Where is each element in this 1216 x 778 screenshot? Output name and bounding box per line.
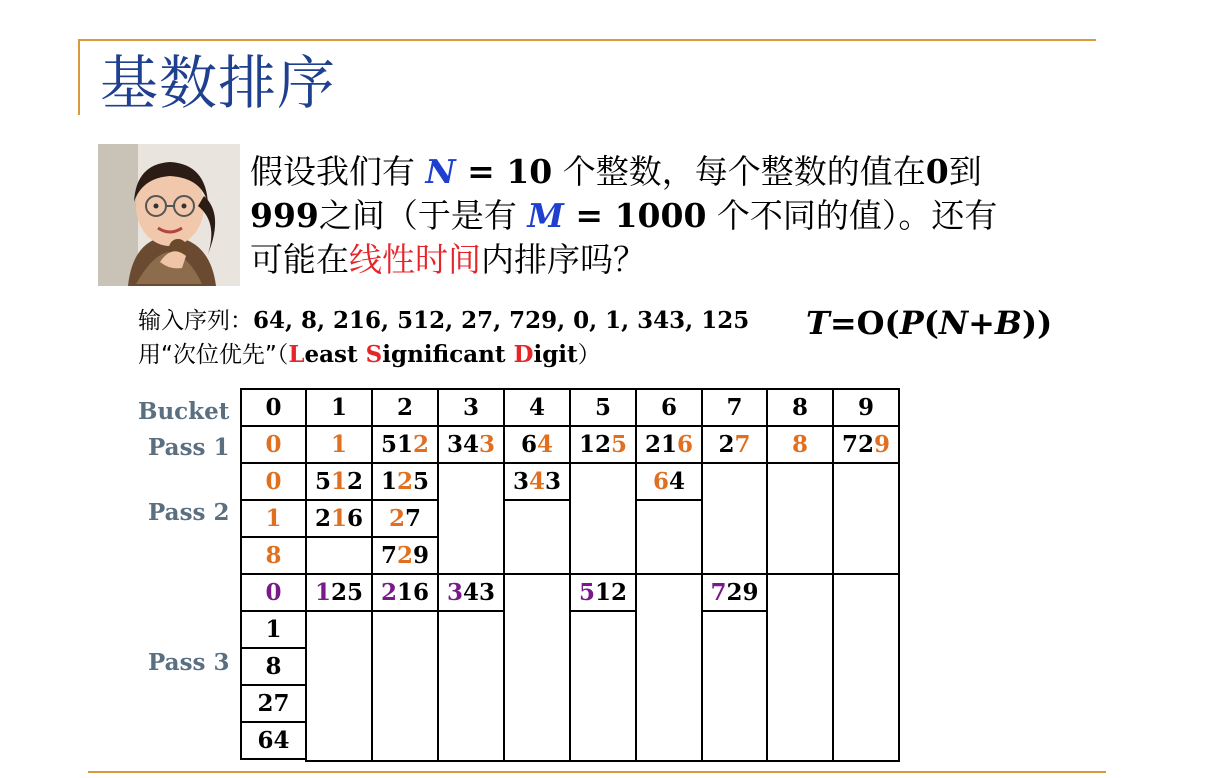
range-min: 0 — [925, 152, 949, 191]
formula-eq: =O( — [829, 304, 900, 342]
cell-digit: 6 — [347, 505, 364, 532]
pass2-empty-bucket — [635, 499, 703, 575]
n-value: 10 — [506, 152, 553, 191]
lsd-prefix: 用“次位优先”（ — [138, 342, 289, 368]
formula-b: B — [994, 304, 1022, 342]
cell-digit: 0 — [265, 394, 282, 421]
cell-digit: 12 — [595, 579, 628, 606]
cell-digit: 8 — [791, 431, 808, 458]
pass2-cell — [305, 462, 373, 501]
bucket-header — [569, 388, 637, 427]
pass2-empty-bucket — [832, 462, 900, 575]
lsd-suffix: ） — [577, 342, 601, 368]
cell-digit: 2 — [347, 468, 364, 495]
pass2-cell — [305, 499, 373, 538]
bucket-header — [305, 388, 373, 427]
cell-digit: 12 — [578, 431, 611, 458]
cell-digit: 43 — [463, 579, 496, 606]
cell-digit: 7 — [726, 394, 743, 421]
cell-digit: 0 — [265, 468, 282, 495]
intro-text: 假设我们有 — [250, 152, 426, 191]
pass2-cell — [371, 462, 439, 501]
pass1-cell — [635, 425, 703, 464]
formula-plus: + — [968, 304, 995, 342]
left-rule — [78, 39, 80, 115]
cell-digit: 25 — [331, 579, 364, 606]
formula-p: P — [899, 304, 924, 342]
pass3-cell — [240, 684, 307, 723]
pass2-cell — [371, 536, 439, 575]
cell-digit: 1 — [330, 505, 347, 532]
pass3-empty-bucket — [503, 573, 571, 762]
cell-digit: 0 — [265, 579, 282, 606]
complexity-formula — [806, 304, 1052, 342]
cell-digit: 5 — [594, 394, 611, 421]
cell-digit: 5 — [611, 431, 628, 458]
lsd-word: east — [304, 341, 366, 368]
cell-digit: 0 — [265, 431, 282, 458]
formula-t: T — [806, 304, 830, 342]
cell-digit: 6 — [520, 431, 537, 458]
lsd-letter: D — [513, 341, 534, 368]
bucket-header — [371, 388, 439, 427]
variable-n: N — [425, 152, 456, 191]
cell-digit: 2 — [413, 431, 430, 458]
cell-digit: 34 — [446, 431, 479, 458]
pass1-cell — [240, 425, 307, 464]
pass1-cell — [766, 425, 834, 464]
bucket-header — [240, 388, 307, 427]
equals-sign: = — [563, 196, 615, 235]
equals-sign: = — [455, 152, 507, 191]
pass3-cell — [371, 573, 439, 612]
pass3-empty-bucket — [832, 573, 900, 762]
pass3-cell — [437, 573, 505, 612]
pass2-empty-bucket — [569, 462, 637, 575]
pass2-cell — [240, 462, 307, 501]
pass2-empty-bucket — [305, 536, 373, 575]
input-sequence — [138, 304, 749, 372]
cell-digit: 9 — [413, 542, 430, 569]
pass3-empty-bucket — [569, 610, 637, 762]
intro-text: 个整数，每个整数的值在 — [552, 152, 926, 191]
bucket-header — [832, 388, 900, 427]
pass3-empty-bucket — [305, 610, 373, 762]
pass2-cell — [240, 536, 307, 575]
cell-digit: 1 — [330, 394, 347, 421]
input-label: 输入序列： — [138, 308, 253, 334]
m-value: 1000 — [614, 196, 707, 235]
input-values: 64, 8, 216, 512, 27, 729, 0, 1, 343, 125 — [253, 307, 750, 334]
cell-digit: 1 — [330, 431, 347, 458]
cell-digit: 4 — [669, 468, 686, 495]
pass1-label: Pass 1 — [148, 434, 230, 461]
cell-digit: 5 — [413, 468, 430, 495]
cell-digit: 8 — [265, 542, 282, 569]
cell-digit: 16 — [397, 579, 430, 606]
pass3-empty-bucket — [766, 573, 834, 762]
lsd-word: ignificant — [382, 341, 514, 368]
cell-digit: 2 — [388, 505, 405, 532]
pass3-empty-bucket — [701, 610, 768, 762]
cell-digit: 2 — [396, 468, 413, 495]
cell-digit: 1 — [314, 579, 331, 606]
lsd-word: igit — [533, 341, 578, 368]
cell-digit: 21 — [644, 431, 677, 458]
pass3-cell — [701, 573, 768, 612]
pass2-cell — [371, 499, 439, 538]
intro-text: 可能在 — [250, 240, 349, 279]
cell-digit: 4 — [537, 431, 554, 458]
pass3-cell — [240, 610, 307, 649]
cell-digit: 8 — [791, 394, 808, 421]
intro-text: 内排序吗？ — [481, 240, 646, 279]
lsd-letter: L — [288, 341, 305, 368]
range-max: 999 — [250, 196, 319, 235]
pass1-cell — [832, 425, 900, 464]
cell-digit: 3 — [545, 468, 562, 495]
pass3-empty-bucket — [635, 573, 703, 762]
pass2-empty-bucket — [701, 462, 768, 575]
pass3-cell — [240, 573, 307, 612]
cell-digit: 51 — [380, 431, 413, 458]
cell-digit: 9 — [857, 394, 874, 421]
cell-digit: 72 — [841, 431, 874, 458]
variable-m: M — [527, 196, 564, 235]
cell-digit: 29 — [726, 579, 759, 606]
top-rule — [80, 39, 1096, 41]
bucket-header — [503, 388, 571, 427]
pass2-empty-bucket — [766, 462, 834, 575]
cell-digit: 6 — [677, 431, 694, 458]
intro-text: 之间（于是有 — [318, 196, 528, 235]
pass3-cell — [569, 573, 637, 612]
cell-digit: 2 — [718, 431, 735, 458]
intro-text: 到 — [948, 152, 982, 191]
presenter-photo-icon — [98, 144, 240, 286]
pass2-empty-bucket — [437, 462, 505, 575]
cell-digit: 6 — [652, 468, 669, 495]
cell-digit: 1 — [330, 468, 347, 495]
cell-digit: 1 — [265, 616, 282, 643]
pass2-empty-bucket — [503, 499, 571, 575]
lsd-letter: S — [365, 341, 383, 368]
cell-digit: 9 — [874, 431, 891, 458]
cell-digit: 2 — [396, 394, 413, 421]
cell-digit: 3 — [512, 468, 529, 495]
cell-digit: 7 — [710, 579, 727, 606]
pass3-empty-bucket — [371, 610, 439, 762]
formula-paren: )) — [1021, 304, 1053, 342]
bucket-header — [437, 388, 505, 427]
pass3-cell — [305, 573, 373, 612]
cell-digit: 7 — [380, 542, 397, 569]
cell-digit: 7 — [734, 431, 751, 458]
pass3-empty-bucket — [437, 610, 505, 762]
pass1-cell — [371, 425, 439, 464]
slide-title: 基数排序 — [100, 49, 337, 117]
cell-digit: 3 — [446, 579, 463, 606]
cell-digit: 2 — [380, 579, 397, 606]
bucket-header — [701, 388, 768, 427]
pass2-label: Pass 2 — [148, 499, 230, 526]
bottom-rule — [88, 771, 1106, 773]
cell-digit: 3 — [462, 394, 479, 421]
cell-digit: 3 — [479, 431, 496, 458]
cell-digit: 5 — [578, 579, 595, 606]
pass1-cell — [305, 425, 373, 464]
cell-digit: 2 — [396, 542, 413, 569]
cell-digit: 5 — [314, 468, 331, 495]
pass1-cell — [503, 425, 571, 464]
linear-time-highlight: 线性时间 — [349, 240, 481, 279]
pass1-cell — [701, 425, 768, 464]
cell-digit: 7 — [405, 505, 422, 532]
formula-n: N — [938, 304, 969, 342]
pass1-cell — [569, 425, 637, 464]
formula-paren: ( — [923, 304, 939, 342]
cell-digit: 64 — [257, 727, 290, 754]
cell-digit: 27 — [257, 690, 290, 717]
bucket-header — [635, 388, 703, 427]
bucket-label: Bucket — [138, 398, 230, 425]
cell-digit: 4 — [528, 394, 545, 421]
lsd-name — [288, 341, 577, 368]
cell-digit: 1 — [380, 468, 397, 495]
pass3-cell — [240, 647, 307, 686]
cell-digit: 2 — [314, 505, 331, 532]
intro-text: 个不同的值）。还有 — [706, 196, 998, 235]
cell-digit: 1 — [265, 505, 282, 532]
pass2-cell — [503, 462, 571, 501]
pass2-cell — [635, 462, 703, 501]
intro-paragraph — [250, 150, 1060, 282]
pass1-cell — [437, 425, 505, 464]
pass3-cell — [240, 721, 307, 760]
pass3-label: Pass 3 — [148, 649, 230, 676]
bucket-header — [766, 388, 834, 427]
pass2-cell — [240, 499, 307, 538]
cell-digit: 8 — [265, 653, 282, 680]
cell-digit: 4 — [528, 468, 545, 495]
cell-digit: 6 — [660, 394, 677, 421]
